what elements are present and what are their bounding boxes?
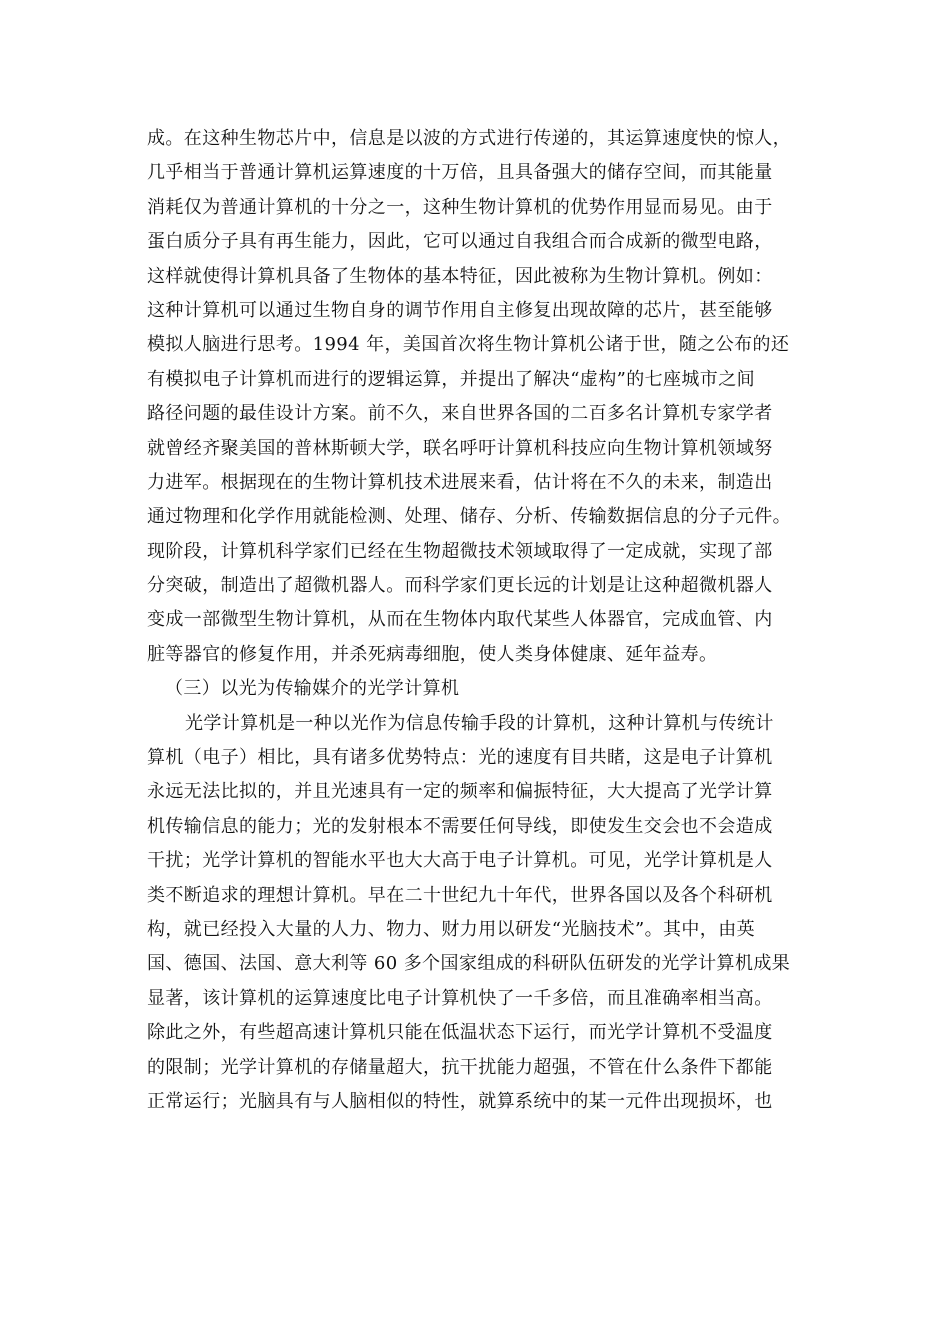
section-heading: （三）以光为传输媒介的光学计算机 (165, 678, 460, 700)
body-text (147, 122, 813, 1119)
text-line: 正常运行；光脑具有与人脑相似的特性，就算系统中的某一元件出现损坏，也 (147, 1090, 773, 1112)
text-line: 就曾经齐聚美国的普林斯顿大学，联名呼吁计算机科技应向生物计算机领域努 (147, 437, 773, 459)
text-line: 蛋白质分子具有再生能力，因此，它可以通过自我组合而合成新的微型电路， (147, 231, 773, 253)
text-line: 通过物理和化学作用就能检测、处理、储存、分析、传输数据信息的分子元件。 (147, 506, 791, 528)
text-line: 的限制；光学计算机的存储量超大，抗干扰能力超强，不管在什么条件下都能 (147, 1056, 773, 1078)
text-line: 成。在这种生物芯片中，信息是以波的方式进行传递的，其运算速度快的惊人， (147, 128, 791, 149)
text-line: 类不断追求的理想计算机。早在二十世纪九十年代，世界各国以及各个科研机 (147, 884, 773, 906)
text-line: 这种计算机可以通过生物自身的调节作用自主修复出现故障的芯片，甚至能够 (147, 299, 773, 321)
text-line: 干扰；光学计算机的智能水平也大大高于电子计算机。可见，光学计算机是人 (147, 850, 773, 872)
text-line: 这样就使得计算机具备了生物体的基本特征，因此被称为生物计算机。例如： (147, 265, 773, 287)
text-line: 脏等器官的修复作用，并杀死病毒细胞，使人类身体健康、延年益寿。 (147, 643, 718, 665)
text-line: 路径问题的最佳设计方案。前不久，来自世界各国的二百多名计算机专家学者 (147, 403, 773, 425)
text-line: 永远无法比拟的，并且光速具有一定的频率和偏振特征，大大提高了光学计算 (147, 781, 773, 803)
text-line: 几乎相当于普通计算机运算速度的十万倍，且具备强大的储存空间，而其能量 (147, 162, 773, 184)
text-line: 消耗仅为普通计算机的十分之一，这种生物计算机的优势作用显而易见。由于 (147, 196, 773, 218)
text-line: 变成一部微型生物计算机，从而在生物体内取代某些人体器官，完成血管、内 (147, 609, 773, 631)
text-line: 光学计算机是一种以光作为信息传输手段的计算机，这种计算机与传统计 (185, 712, 774, 734)
text-line: 现阶段，计算机科学家们已经在生物超微技术领域取得了一定成就，实现了部 (147, 540, 773, 562)
text-line: 算机（电子）相比，具有诸多优势特点：光的速度有目共睹，这是电子计算机 (147, 747, 773, 769)
text-line: 除此之外，有些超高速计算机只能在低温状态下运行，而光学计算机不受温度 (147, 1022, 773, 1044)
text-line: 有模拟电子计算机而进行的逻辑运算，并提出了解决“虚构”的七座城市之间 (147, 368, 756, 390)
text-line: 显著，该计算机的运算速度比电子计算机快了一千多倍，而且准确率相当高。 (147, 987, 773, 1009)
text-line: 力进军。根据现在的生物计算机技术进展来看，估计将在不久的未来，制造出 (147, 471, 773, 493)
text-line: 构，就已经投入大量的人力、物力、财力用以研发“光脑技术”。其中，由英 (147, 918, 756, 940)
text-line: 国、德国、法国、意大利等 60 多个国家组成的科研队伍研发的光学计算机成果 (147, 953, 791, 975)
text-line: 分突破，制造出了超微机器人。而科学家们更长远的计划是让这种超微机器人 (147, 575, 773, 597)
text-line: 模拟人脑进行思考。1994 年，美国首次将生物计算机公诸于世，随之公布的还 (147, 334, 790, 356)
text-line: 机传输信息的能力；光的发射根本不需要任何导线，即使发生交会也不会造成 (147, 815, 773, 837)
